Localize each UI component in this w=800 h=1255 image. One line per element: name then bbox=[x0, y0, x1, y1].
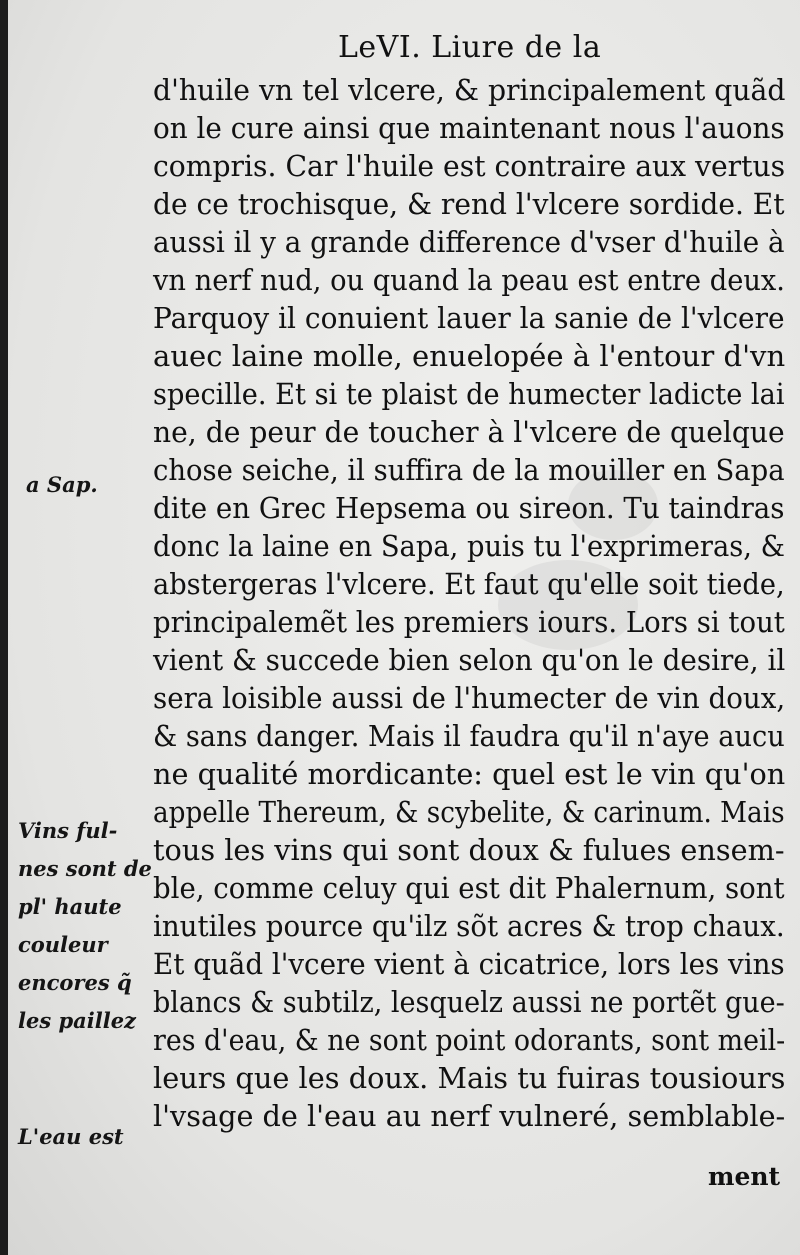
text-line: principalemẽt les premiers iours. Lors si tout bbox=[153, 605, 785, 639]
margin-note: encores q̃ bbox=[18, 970, 132, 995]
text-line: vient & succede bien selon qu'on le desire, il bbox=[153, 643, 786, 677]
running-head: LeVI. Liure de la bbox=[338, 30, 602, 65]
text-line: tous les vins qui sont doux & fulues ensem- bbox=[153, 833, 785, 867]
text-line: sera loisible aussi de l'humecter de vin doux, bbox=[153, 681, 786, 715]
text-line: dite en Grec Hepsema ou sireon. Tu taindras bbox=[153, 491, 785, 525]
text-line: abstergeras l'vlcere. Et faut qu'elle soit tiede, bbox=[153, 567, 785, 601]
margin-note: Vins ful- bbox=[18, 818, 118, 843]
margin-note: pl' haute bbox=[18, 894, 122, 919]
text-line: inutiles pource qu'ilz sõt acres & trop chaux. bbox=[153, 909, 785, 943]
text-line: chose seiche, il suffira de la mouiller en Sapa bbox=[153, 453, 785, 487]
text-line: aussi il y a grande difference d'vser d'huile à bbox=[153, 225, 785, 259]
text-line: auec laine molle, enuelopée à l'entour d'vn bbox=[153, 339, 786, 373]
margin-note: L'eau est bbox=[18, 1124, 124, 1149]
text-line: Parquoy il conuient lauer la sanie de l'vlcere bbox=[153, 301, 785, 335]
text-line: de ce trochisque, & rend l'vlcere sordide. Et bbox=[153, 187, 785, 221]
text-line: ble, comme celuy qui est dit Phalernum, sont bbox=[153, 871, 785, 905]
text-line: ne, de peur de toucher à l'vlcere de quelque bbox=[153, 415, 785, 449]
text-line: ne qualité mordicante: quel est le vin qu'on bbox=[153, 757, 786, 791]
text-line: blancs & subtilz, lesquelz aussi ne portẽt gue- bbox=[153, 985, 785, 1019]
text-line: specille. Et si te plaist de humecter ladicte lai bbox=[153, 377, 785, 411]
margin-note: nes sont de bbox=[18, 856, 152, 881]
text-line: appelle Thereum, & scybelite, & carinum. Mais bbox=[153, 795, 785, 829]
margin-note: les paillez bbox=[18, 1008, 136, 1033]
margin-note: couleur bbox=[18, 932, 108, 957]
text-line: & sans danger. Mais il faudra qu'il n'aye aucu bbox=[153, 719, 785, 753]
text-line: on le cure ainsi que maintenant nous l'auons bbox=[153, 111, 785, 145]
text-line: Et quãd l'vcere vient à cicatrice, lors les vins bbox=[153, 947, 785, 981]
text-line: leurs que les doux. Mais tu fuiras tousiours bbox=[153, 1061, 786, 1095]
text-line: compris. Car l'huile est contraire aux vertus bbox=[153, 149, 786, 183]
text-line: d'huile vn tel vlcere, & principalement quãd bbox=[153, 73, 786, 107]
catchword: ment bbox=[708, 1162, 781, 1191]
margin-note: a Sap. bbox=[26, 472, 98, 497]
text-line: donc la laine en Sapa, puis tu l'exprimeras, & bbox=[153, 529, 785, 563]
book-page bbox=[8, 0, 800, 1255]
text-line: l'vsage de l'eau au nerf vulneré, semblable- bbox=[153, 1099, 786, 1133]
text-line: vn nerf nud, ou quand la peau est entre deux. bbox=[153, 263, 785, 297]
text-line: res d'eau, & ne sont point odorants, sont meil- bbox=[153, 1023, 786, 1057]
